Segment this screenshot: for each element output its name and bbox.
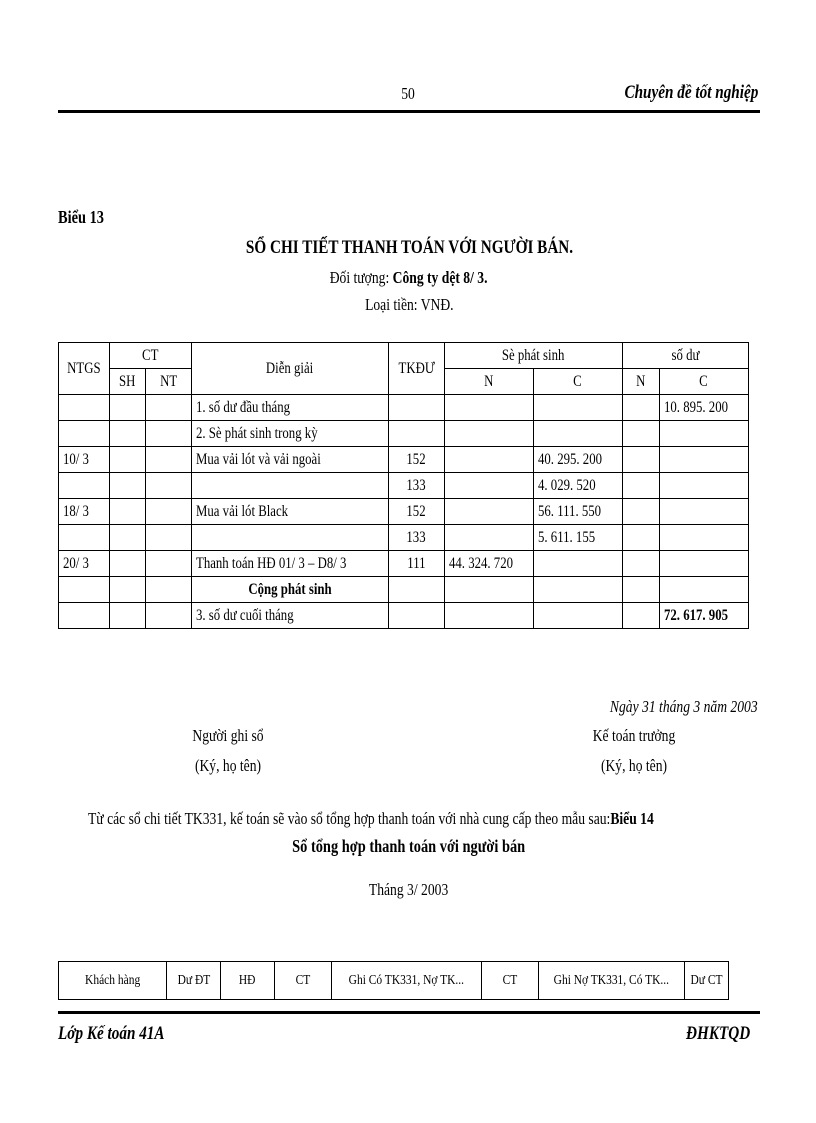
cell-du-c — [659, 473, 748, 499]
cell-sh — [109, 603, 145, 629]
table-row — [59, 447, 749, 473]
signer-right-role: Kế toán trưởng — [592, 726, 676, 745]
cell-ps-n — [444, 447, 533, 473]
cell-dien-giai: Thanh toán HĐ 01/ 3 – D8/ 3 — [191, 551, 388, 577]
summary-col-hd: HĐ — [221, 962, 275, 1000]
cell-ntgs: 18/ 3 — [59, 499, 110, 525]
cell-dien-giai: Mua vải lót Black — [191, 499, 388, 525]
table-row — [59, 473, 749, 499]
signer-right-note: (Ký, họ tên) — [600, 756, 668, 775]
cell-ntgs — [59, 577, 110, 603]
cell-sh — [109, 551, 145, 577]
cell-du-c — [659, 421, 748, 447]
cell-ps-c: 4. 029. 520 — [533, 473, 622, 499]
cell-du-n — [622, 551, 659, 577]
cell-nt — [145, 551, 191, 577]
cell-nt — [145, 525, 191, 551]
summary-col-ct: CT — [275, 962, 332, 1000]
cell-ntgs — [59, 603, 110, 629]
cell-tkdu — [388, 421, 444, 447]
ledger-table — [58, 342, 749, 629]
signature-date: Ngày 31 tháng 3 năm 2003 — [610, 697, 758, 716]
footer-class: Lớp Kế toán 41A — [58, 1023, 165, 1044]
header-rule — [58, 110, 760, 113]
cell-ps-n: 44. 324. 720 — [444, 551, 533, 577]
col-ct: CT — [109, 343, 191, 369]
intro-label: Biểu 14 — [610, 809, 654, 828]
col-sh: SH — [109, 369, 145, 395]
cell-nt — [145, 395, 191, 421]
table-row — [59, 499, 749, 525]
summary-period-text: Tháng 3/ 2003 — [369, 880, 449, 899]
col-ps-n: N — [444, 369, 533, 395]
cell-du-n — [622, 525, 659, 551]
cell-tkdu — [388, 577, 444, 603]
cell-du-c — [659, 577, 748, 603]
cell-du-n — [622, 421, 659, 447]
col-ps-c: C — [533, 369, 622, 395]
cell-tkdu — [388, 395, 444, 421]
cell-du-n — [622, 603, 659, 629]
intro-text: Từ các sổ chi tiết TK331, kế toán sẽ vào sổ tổng hợp thanh toán với nhà cung cấp theo mẫu sau: — [88, 809, 611, 828]
cell-ps-n — [444, 525, 533, 551]
cell-tkdu: 152 — [388, 447, 444, 473]
table-row — [59, 577, 749, 603]
cell-ps-n — [444, 499, 533, 525]
cell-ps-n — [444, 473, 533, 499]
cell-sh — [109, 395, 145, 421]
summary-title-text: Sổ tổng hợp thanh toán với người bán — [292, 836, 526, 856]
cell-ps-n — [444, 395, 533, 421]
cell-du-c: 10. 895. 200 — [659, 395, 748, 421]
summary-col-khach-hang: Khách hàng — [59, 962, 167, 1000]
cell-ps-c — [533, 395, 622, 421]
cell-dien-giai: 1. số dư đầu tháng — [191, 395, 388, 421]
cell-sh — [109, 421, 145, 447]
summary-header-row — [59, 962, 729, 1000]
cell-ps-c: 40. 295. 200 — [533, 447, 622, 473]
cell-ntgs — [59, 525, 110, 551]
summary-col-du-ct: Dư CT — [684, 962, 728, 1000]
table-row — [59, 603, 749, 629]
cell-du-n — [622, 447, 659, 473]
table-row — [59, 551, 749, 577]
cell-du-c — [659, 447, 748, 473]
ledger-object-value: Công ty dệt 8/ 3. — [393, 268, 488, 287]
cell-ntgs — [59, 395, 110, 421]
col-du-c: C — [659, 369, 748, 395]
cell-du-n — [622, 395, 659, 421]
cell-dien-giai: 3. số dư cuối tháng — [191, 603, 388, 629]
cell-du-n — [622, 577, 659, 603]
table-row — [59, 525, 749, 551]
cell-nt — [145, 421, 191, 447]
cell-ntgs: 10/ 3 — [59, 447, 110, 473]
ledger-object — [58, 268, 760, 288]
cell-ntgs: 20/ 3 — [59, 551, 110, 577]
cell-dien-giai: 2. Sè phát sinh trong kỳ — [191, 421, 388, 447]
summary-period — [58, 880, 760, 900]
cell-ps-c: 56. 111. 550 — [533, 499, 622, 525]
cell-nt — [145, 577, 191, 603]
footer-school: ĐHKTQD — [685, 1023, 750, 1044]
cell-ps-n — [444, 603, 533, 629]
summary-col-ghi-co: Ghi Có TK331, Nợ TK... — [332, 962, 482, 1000]
cell-sh — [109, 447, 145, 473]
cell-tkdu: 152 — [388, 499, 444, 525]
col-du-n: N — [622, 369, 659, 395]
cell-sh — [109, 499, 145, 525]
cell-du-c-total: 72. 617. 905 — [659, 603, 748, 629]
ledger-currency-text: Loại tiền: VNĐ. — [364, 295, 454, 314]
document-title: Chuyên đề tốt nghiệp — [624, 82, 758, 103]
summary-table — [58, 961, 729, 1000]
ledger-object-label: Đối tượng: — [330, 268, 394, 287]
cell-du-c — [659, 525, 748, 551]
ledger-header-row-1 — [59, 343, 749, 369]
cell-dien-giai: Mua vải lót và vải ngoài — [191, 447, 388, 473]
cell-tkdu: 133 — [388, 473, 444, 499]
cell-nt — [145, 499, 191, 525]
cell-du-n — [622, 499, 659, 525]
cell-ps-c — [533, 551, 622, 577]
cell-ps-c — [533, 421, 622, 447]
intro-paragraph — [88, 809, 654, 829]
summary-col-du-dt: Dư ĐT — [167, 962, 221, 1000]
section-label: Biểu 13 — [58, 207, 105, 227]
cell-du-n — [622, 473, 659, 499]
col-tkdu: TKĐƯ — [388, 343, 444, 395]
signer-left-role: Người ghi sổ — [192, 726, 264, 745]
col-so-du: số dư — [622, 343, 748, 369]
cell-tkdu: 133 — [388, 525, 444, 551]
ledger-title-text: SỔ CHI TIẾT THANH TOÁN VỚI NGƯỜI BÁN. — [245, 237, 573, 258]
signer-left-note: (Ký, họ tên) — [194, 756, 262, 775]
cell-ntgs — [59, 421, 110, 447]
col-ntgs: NTGS — [59, 343, 110, 395]
cell-nt — [145, 603, 191, 629]
summary-col-ct-2: CT — [482, 962, 539, 1000]
cell-ps-n — [444, 421, 533, 447]
cell-ps-c: 5. 611. 155 — [533, 525, 622, 551]
cell-ntgs — [59, 473, 110, 499]
col-dien-giai: Diễn giải — [191, 343, 388, 395]
table-row — [59, 421, 749, 447]
footer-rule — [58, 1011, 760, 1014]
cell-dien-giai-total: Cộng phát sinh — [191, 577, 388, 603]
cell-du-c — [659, 499, 748, 525]
cell-ps-n — [444, 577, 533, 603]
cell-tkdu: 111 — [388, 551, 444, 577]
summary-title — [58, 836, 760, 857]
summary-col-ghi-no: Ghi Nợ TK331, Có TK... — [539, 962, 685, 1000]
cell-sh — [109, 473, 145, 499]
col-phat-sinh: Sè phát sinh — [444, 343, 622, 369]
cell-ps-c — [533, 603, 622, 629]
ledger-title — [58, 237, 760, 259]
cell-sh — [109, 525, 145, 551]
cell-nt — [145, 447, 191, 473]
col-nt: NT — [145, 369, 191, 395]
page-number: 50 — [401, 84, 415, 103]
table-row — [59, 395, 749, 421]
cell-sh — [109, 577, 145, 603]
ledger-currency — [58, 295, 760, 315]
cell-ps-c — [533, 577, 622, 603]
cell-tkdu — [388, 603, 444, 629]
cell-dien-giai — [191, 473, 388, 499]
cell-dien-giai — [191, 525, 388, 551]
cell-du-c — [659, 551, 748, 577]
cell-nt — [145, 473, 191, 499]
